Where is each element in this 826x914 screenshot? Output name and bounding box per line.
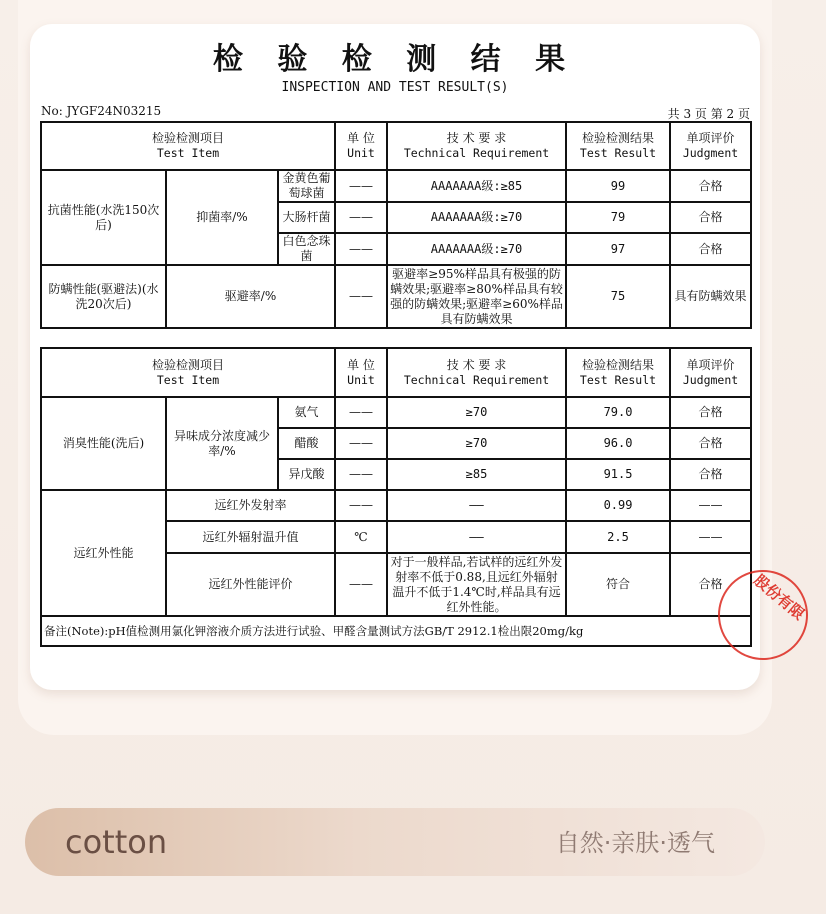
report-number: No: JYGF24N03215: [41, 104, 162, 118]
header-req-cn: 技 术 要 求: [446, 357, 507, 372]
judgment-cell: ——: [670, 521, 751, 553]
strain-cell: 白色念珠菌: [278, 233, 335, 265]
header-item-cn: 检验检测项目: [152, 357, 225, 372]
requirement-cell: AAAAAAA级:≥70: [387, 202, 566, 233]
unit-cell: ——: [335, 170, 387, 202]
header-judge-cn: 单项评价: [686, 357, 735, 372]
strain-cell: 大肠杆菌: [278, 202, 335, 233]
header-item-en: Test Item: [156, 372, 220, 387]
note-text: 备注(Note):pH值检测用氯化钾溶液介质方法进行试验、甲醛含量测试方法GB/T 2912.1检出限20mg/kg: [41, 616, 751, 646]
unit-cell: ——: [335, 202, 387, 233]
page-info: 共 3 页 第 2 页: [667, 107, 750, 121]
header-unit-cn: 单 位: [347, 357, 375, 372]
cotton-banner: [25, 808, 765, 876]
judgment-cell: 合格: [670, 459, 751, 490]
judgment-cell: 合格: [670, 397, 751, 428]
header-judge-cn: 单项评价: [686, 131, 735, 145]
result-cell: 99: [566, 170, 670, 202]
infrared-item-cell: 远红外性能评价: [166, 553, 335, 616]
antibacterial-name: 抗菌性能(水洗150次后): [41, 170, 166, 265]
result-cell: 97: [566, 233, 670, 265]
requirement-cell: ——: [387, 521, 566, 553]
gas-cell: 氨气: [278, 397, 335, 428]
result-cell: 符合: [566, 553, 670, 616]
result-cell: 79: [566, 202, 670, 233]
header-req-en: Technical Requirement: [403, 146, 550, 160]
header-unit-en: Unit: [347, 146, 375, 160]
requirement-cell: 对于一般样品,若试样的远红外发射率不低于0.88,且远红外辐射温升不低于1.4℃时,样品具有远红外性能。: [387, 553, 566, 616]
header-req-cn: 技 术 要 求: [446, 131, 507, 145]
requirement-cell: ≥70: [387, 397, 566, 428]
deodor-sub: 异味成分浓度减少率/%: [166, 397, 278, 490]
antimite-sub: 驱避率/%: [166, 265, 335, 328]
unit-cell: ——: [335, 265, 387, 328]
unit-cell: ——: [335, 553, 387, 616]
judgment-cell: 合格: [670, 428, 751, 459]
result-cell: 91.5: [566, 459, 670, 490]
result-cell: 96.0: [566, 428, 670, 459]
result-cell: 2.5: [566, 521, 670, 553]
banner-slogan: 自然·亲肤·透气: [555, 829, 715, 857]
judgment-cell: ——: [670, 490, 751, 521]
requirement-cell: ≥85: [387, 459, 566, 490]
unit-cell: ——: [335, 428, 387, 459]
unit-cell: ℃: [335, 521, 387, 553]
judgment-cell: 合格: [670, 233, 751, 265]
infrared-item-cell: 远红外发射率: [166, 490, 335, 521]
requirement-cell: 驱避率≥95%样品具有极强的防螨效果;驱避率≥80%样品具有较强的防螨效果;驱避率≥60%样品具有防螨效果: [387, 265, 566, 328]
result-cell: 75: [566, 265, 670, 328]
result-cell: 0.99: [566, 490, 670, 521]
requirement-cell: ≥70: [387, 428, 566, 459]
unit-cell: ——: [335, 233, 387, 265]
requirement-cell: AAAAAAA级:≥70: [387, 233, 566, 265]
gas-cell: 醋酸: [278, 428, 335, 459]
strain-cell: 金黄色葡萄球菌: [278, 170, 335, 202]
gas-cell: 异戊酸: [278, 459, 335, 490]
header-result-en: Test Result: [579, 372, 657, 387]
stamp-text: 股份有限: [750, 571, 808, 624]
header-unit-en: Unit: [347, 372, 375, 387]
far-infrared-name: 远红外性能: [41, 490, 166, 616]
judgment-cell: 合格: [670, 553, 751, 616]
report-subtitle: INSPECTION AND TEST RESULT(S): [281, 80, 509, 95]
banner-word: cotton: [65, 823, 168, 861]
header-item-cn: 检验检测项目: [152, 131, 225, 145]
result-cell: 79.0: [566, 397, 670, 428]
header-result-cn: 检验检测结果: [582, 131, 655, 145]
antimite-name: 防螨性能(驱避法)(水洗20次后): [41, 265, 166, 328]
infrared-item-cell: 远红外辐射温升值: [166, 521, 335, 553]
report-title: 检 验 检 测 结 果: [212, 42, 578, 77]
header-result-cn: 检验检测结果: [582, 357, 655, 372]
judgment-cell: 合格: [670, 202, 751, 233]
inspection-stamp: [700, 552, 826, 679]
header-judge-en: Judgment: [682, 146, 739, 160]
header-item-en: Test Item: [156, 146, 220, 160]
unit-cell: ——: [335, 397, 387, 428]
judgment-cell: 合格: [670, 170, 751, 202]
header-judge-en: Judgment: [682, 372, 739, 387]
header-unit-cn: 单 位: [347, 131, 375, 145]
unit-cell: ——: [335, 490, 387, 521]
judgment-cell: 具有防螨效果: [670, 265, 751, 328]
deodor-name: 消臭性能(洗后): [41, 397, 166, 490]
unit-cell: ——: [335, 459, 387, 490]
requirement-cell: ——: [387, 490, 566, 521]
header-result-en: Test Result: [579, 146, 657, 160]
header-req-en: Technical Requirement: [403, 372, 550, 387]
antibacterial-sub: 抑菌率/%: [166, 170, 278, 265]
requirement-cell: AAAAAAA级:≥85: [387, 170, 566, 202]
